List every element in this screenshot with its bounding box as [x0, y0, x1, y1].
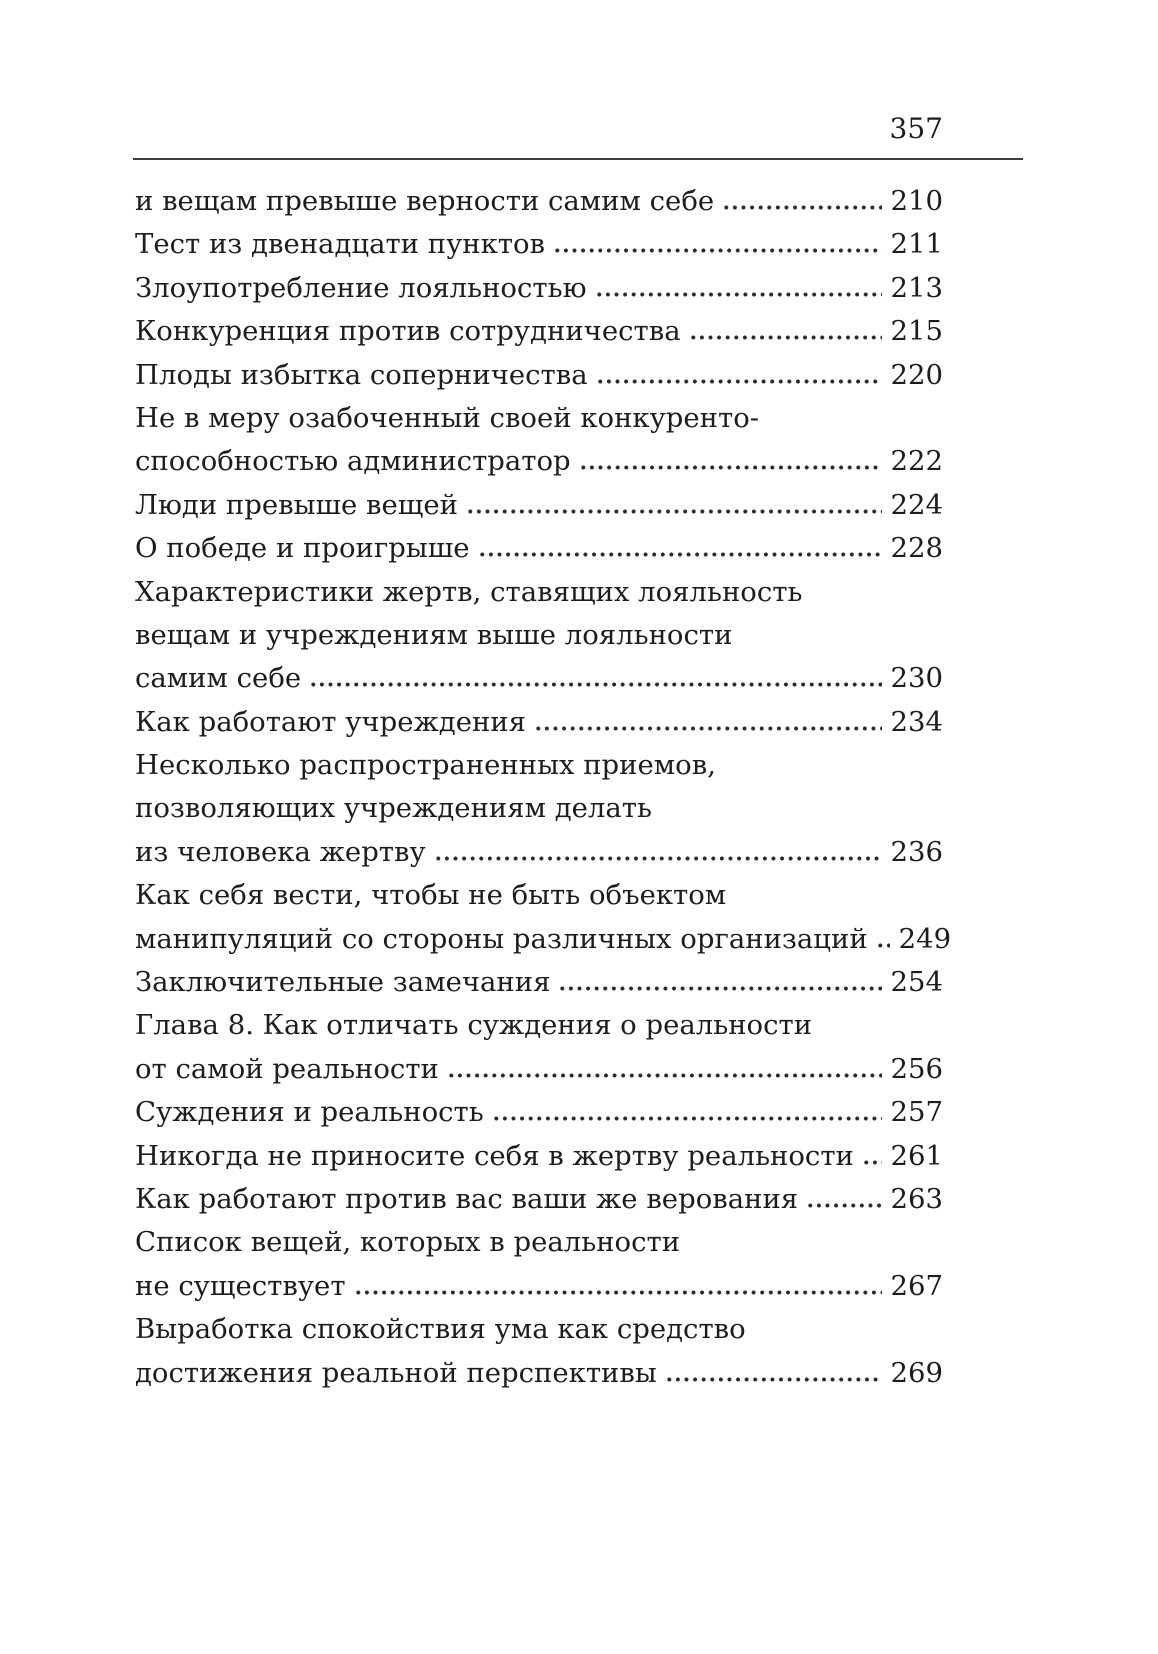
- toc-entry-line: [135, 1091, 943, 1134]
- dot-leader: [553, 248, 881, 253]
- toc-entry-line: [135, 918, 952, 961]
- toc-entry-title: Несколько распространенных приемов,: [135, 749, 716, 782]
- toc-entry-title: не существует: [135, 1269, 346, 1302]
- toc-entry-line: [135, 440, 943, 483]
- dot-leader: [558, 986, 881, 991]
- toc-list: [135, 180, 952, 1395]
- dot-leader: [596, 379, 882, 384]
- toc-entry-page-number: 213: [890, 271, 943, 304]
- dot-leader: [665, 1377, 882, 1382]
- toc-entry-title: Выработка спокойствия ума как средство: [135, 1313, 746, 1346]
- toc-entry-line: [135, 701, 943, 744]
- toc-entry-line: [135, 744, 943, 787]
- toc-entry-title: Конкуренция против сотрудничества: [135, 315, 681, 348]
- toc-entry-page-number: 210: [890, 185, 943, 217]
- page-number: 357: [889, 112, 943, 145]
- toc-entry-title: Глава 8. Как отличать суждения о реальности: [135, 1009, 813, 1042]
- dot-leader: [722, 205, 881, 210]
- toc-entry-title: манипуляций со стороны различных организаций: [135, 922, 868, 955]
- toc-entry-page-number: 234: [890, 705, 943, 738]
- toc-entry-title: Люди превыше вещей: [135, 488, 458, 521]
- toc-entry-page-number: 224: [890, 488, 943, 521]
- toc-entry-line: [135, 614, 943, 657]
- toc-entry-page-number: 269: [890, 1356, 943, 1389]
- toc-entry-line: [135, 657, 943, 700]
- toc-entry-title: и вещам превыше верности самим себе: [135, 185, 715, 217]
- toc-entry-title: от самой реальности: [135, 1052, 439, 1085]
- toc-entry-title: Характеристики жертв, ставящих лояльность: [135, 575, 803, 608]
- toc-entry-title: Никогда не приносите себя в жертву реальности: [135, 1139, 854, 1172]
- toc-entry-title: Как работают против вас ваши же верования: [135, 1182, 799, 1215]
- toc-entry-title: О победе и проигрыше: [135, 532, 470, 565]
- toc-entry-page-number: 267: [890, 1269, 943, 1302]
- dot-leader: [478, 552, 882, 557]
- toc-entry-line: [135, 961, 943, 1004]
- toc-entry-line: [135, 310, 943, 353]
- toc-entry-title: из человека жертву: [135, 835, 426, 868]
- toc-entry-page-number: 249: [898, 922, 952, 955]
- toc-entry-title: Не в меру озабоченный своей конкуренто-: [135, 401, 760, 434]
- toc-entry-page-number: 261: [890, 1139, 943, 1172]
- toc-entry-line: [135, 527, 943, 570]
- toc-entry-page-number: 211: [890, 228, 943, 261]
- toc-entry-title: Плоды избытка соперничества: [135, 358, 588, 391]
- toc-entry-line: [135, 831, 943, 874]
- toc-entry-page-number: 254: [890, 966, 943, 999]
- toc-entry-line: [135, 874, 943, 917]
- toc-entry-page-number: 220: [890, 358, 943, 391]
- toc-entry-page-number: 257: [890, 1096, 943, 1129]
- toc-entry-line: [135, 1004, 943, 1047]
- dot-leader: [354, 1290, 882, 1295]
- toc-entry-line: [135, 180, 943, 223]
- toc-entry-line: [135, 1178, 943, 1221]
- toc-entry-line: [135, 1221, 943, 1264]
- toc-entry-title: Список вещей, которых в реальности: [135, 1226, 681, 1259]
- toc-entry-line: [135, 397, 943, 440]
- toc-entry-line: [135, 1265, 943, 1308]
- toc-entry-title: Как работают учреждения: [135, 705, 526, 738]
- dot-leader: [492, 1116, 882, 1121]
- toc-entry-title: Заключительные замечания: [135, 966, 551, 999]
- toc-entry-page-number: 230: [890, 662, 943, 695]
- toc-entry-line: [135, 1135, 943, 1178]
- toc-entry-page-number: 228: [890, 532, 943, 565]
- dot-leader: [534, 726, 882, 731]
- toc-entry-title: Злоупотребление лояльностью: [135, 271, 587, 304]
- header-rule: [133, 158, 1023, 160]
- toc-entry-title: самим себе: [135, 662, 302, 695]
- toc-entry-line: [135, 1352, 943, 1395]
- dot-leader: [595, 292, 882, 297]
- toc-entry-title: Как себя вести, чтобы не быть объектом: [135, 879, 727, 912]
- dot-leader: [806, 1203, 881, 1208]
- toc-entry-title: позволяющих учреждениям делать: [135, 792, 652, 825]
- toc-entry-title: вещам и учреждениям выше лояльности: [135, 618, 733, 651]
- toc-entry-page-number: 263: [890, 1182, 943, 1215]
- toc-entry-line: [135, 267, 943, 310]
- dot-leader: [447, 1073, 882, 1078]
- dot-leader: [309, 682, 881, 687]
- toc-entry-line: [135, 787, 943, 830]
- toc-entry-page-number: 256: [890, 1052, 943, 1085]
- toc-entry-line: [135, 223, 943, 266]
- toc-entry-page-number: 215: [890, 315, 943, 348]
- toc-entry-line: [135, 1048, 943, 1091]
- toc-entry-title: Тест из двенадцати пунктов: [135, 228, 546, 261]
- toc-entry-page-number: 236: [890, 835, 943, 868]
- toc-entry-line: [135, 354, 943, 397]
- toc-entry-line: [135, 1308, 943, 1351]
- dot-leader: [876, 943, 890, 948]
- toc-entry-line: [135, 484, 943, 527]
- dot-leader: [689, 335, 882, 340]
- toc-entry-title: Суждения и реальность: [135, 1096, 484, 1129]
- dot-leader: [466, 509, 882, 514]
- toc-entry-line: [135, 571, 943, 614]
- dot-leader: [579, 465, 882, 470]
- toc-entry-title: способностью администратор: [135, 445, 571, 478]
- dot-leader: [434, 856, 882, 861]
- toc-entry-title: достижения реальной перспективы: [135, 1356, 657, 1389]
- toc-entry-page-number: 222: [890, 445, 943, 478]
- dot-leader: [862, 1160, 882, 1165]
